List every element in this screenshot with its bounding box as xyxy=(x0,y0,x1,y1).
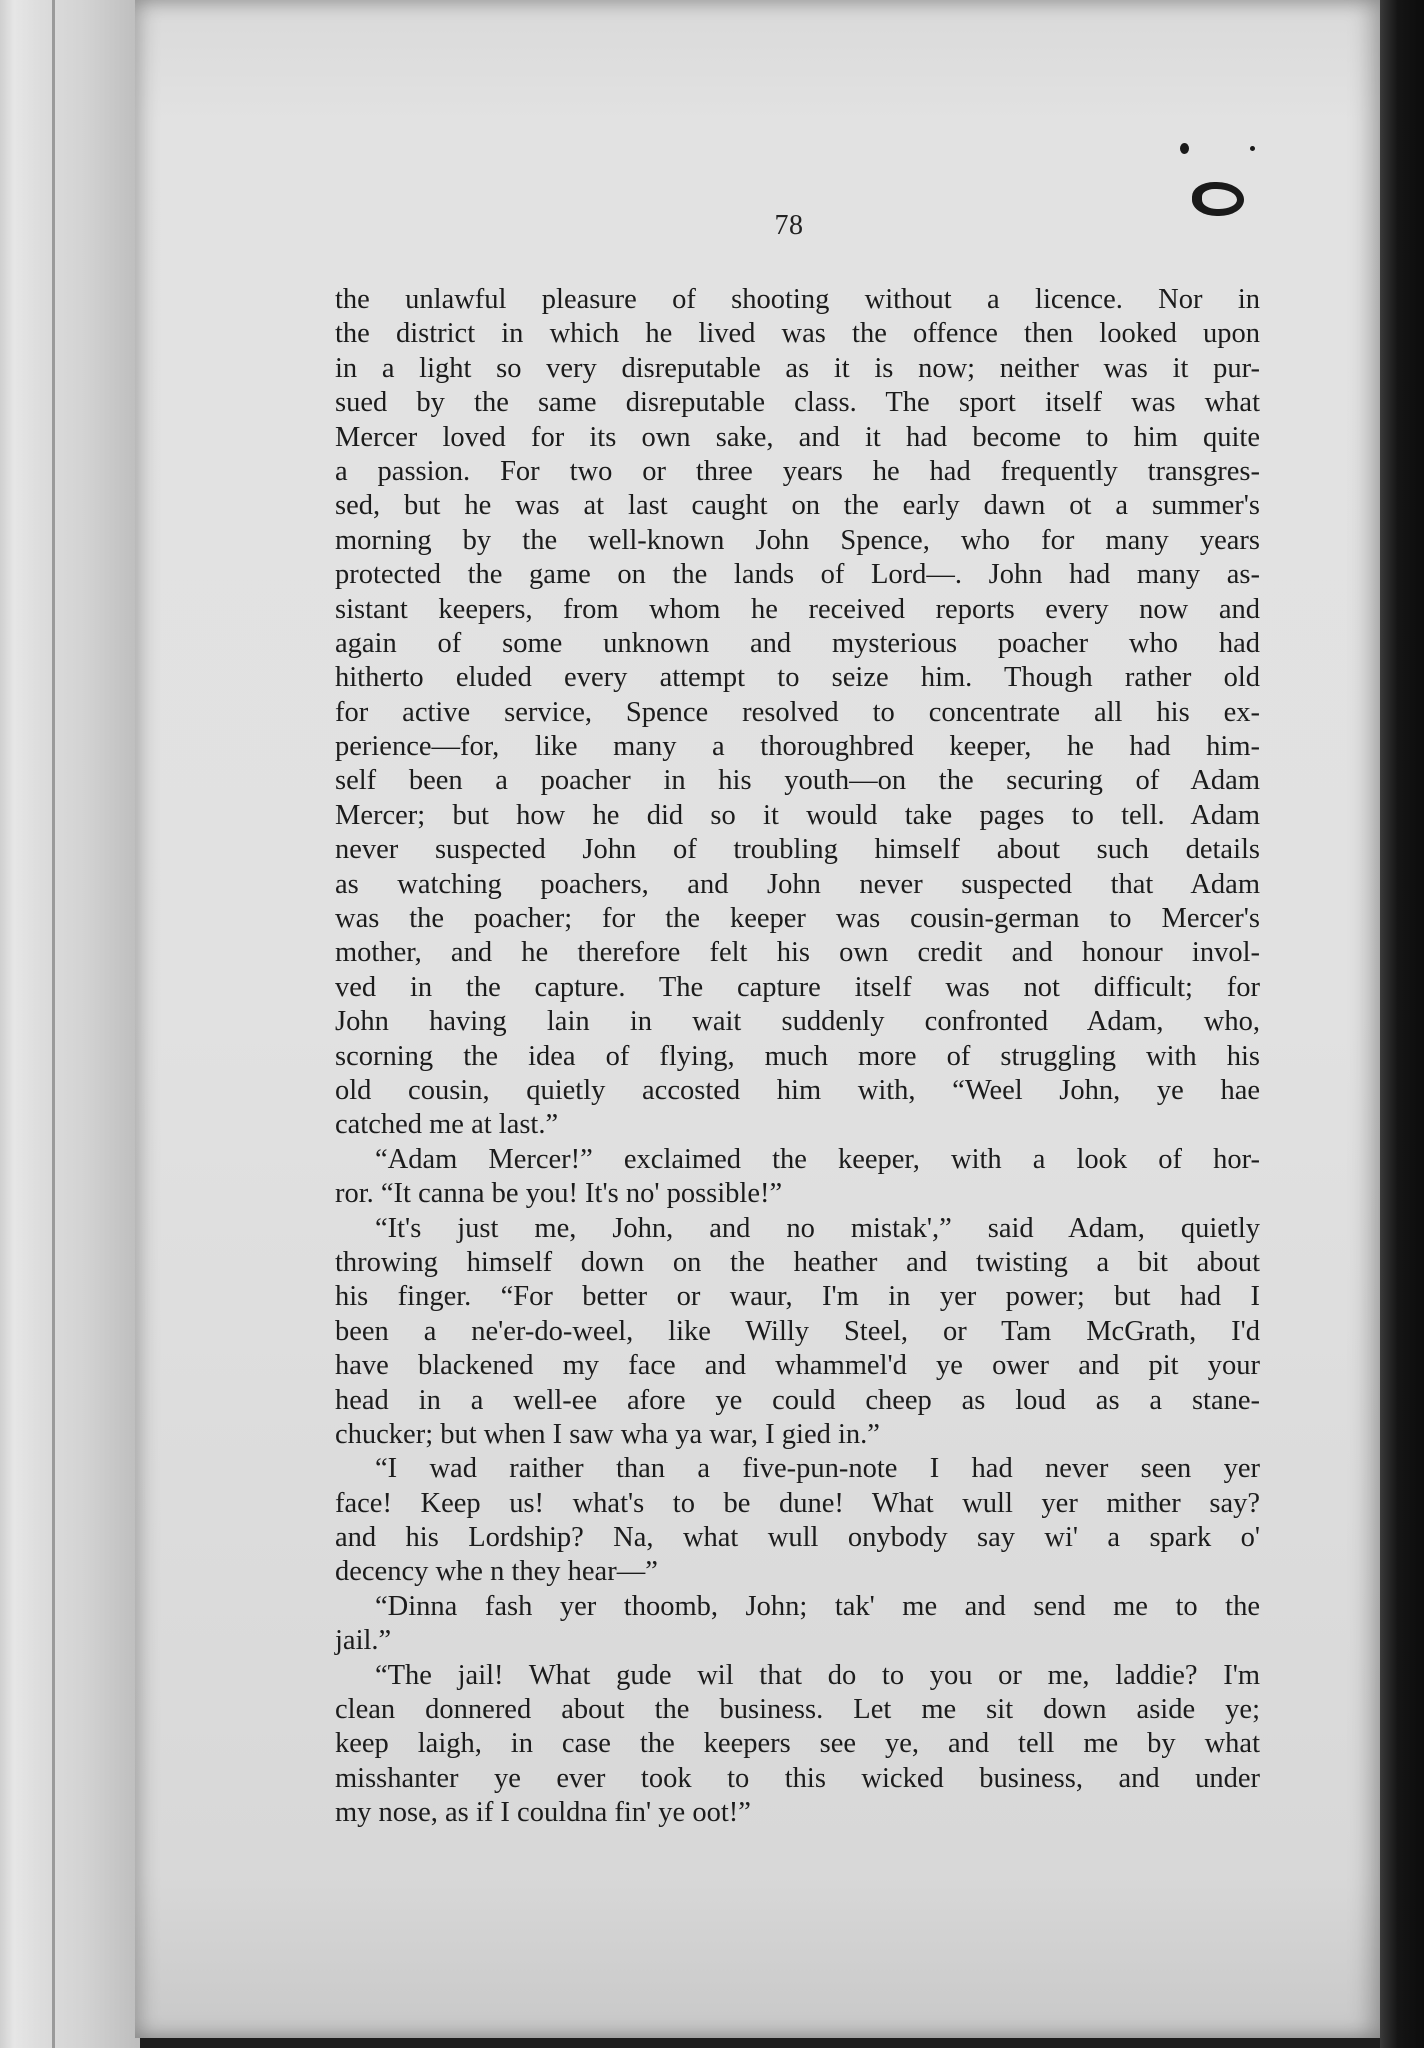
text-line: throwing himself down on the heather and twisting a bit about xyxy=(335,1246,1260,1278)
text-line: hitherto eluded every attempt to seize him. Though rather old xyxy=(335,662,1260,694)
text-line: was the poacher; for the keeper was cousin-german to Mercer's xyxy=(335,903,1260,935)
text-line: sued by the same disreputable class. The sport itself was what xyxy=(335,387,1260,419)
text-line: as watching poachers, and John never suspected that Adam xyxy=(335,868,1260,900)
text-line: “Dinna fash yer thoomb, John; tak' me and send me to the xyxy=(375,1590,1260,1622)
text-line: chucker; but when I saw wha ya war, I gied in.” xyxy=(335,1418,880,1450)
text-line: “Adam Mercer!” exclaimed the keeper, with a look of hor- xyxy=(375,1143,1260,1175)
body-text xyxy=(335,283,1260,1831)
text-line: keep laigh, in case the keepers see ye, and tell me by what xyxy=(335,1728,1260,1760)
text-line: sed, but he was at last caught on the early dawn ot a summer's xyxy=(335,490,1260,522)
ink-speck xyxy=(1250,146,1255,151)
text-line: decency whe n they hear—” xyxy=(335,1556,658,1588)
text-line: perience—for, like many a thoroughbred keeper, he had him- xyxy=(335,731,1260,763)
text-line: never suspected John of troubling himself about such details xyxy=(335,834,1260,866)
text-line: self been a poacher in his youth—on the securing of Adam xyxy=(335,765,1260,797)
text-line: been a ne'er-do-weel, like Willy Steel, or Tam McGrath, I'd xyxy=(335,1315,1260,1347)
text-line: “It's just me, John, and no mistak',” said Adam, quietly xyxy=(375,1212,1260,1244)
text-line: mother, and he therefore felt his own credit and honour invol- xyxy=(335,937,1260,969)
text-line: John having lain in wait suddenly confronted Adam, who, xyxy=(335,1006,1260,1038)
text-line: for active service, Spence resolved to concentrate all his ex- xyxy=(335,696,1260,728)
text-line: the district in which he lived was the offence then looked upon xyxy=(335,318,1260,350)
text-line: again of some unknown and mysterious poacher who had xyxy=(335,627,1260,659)
text-line: protected the game on the lands of Lord—. John had many as- xyxy=(335,559,1260,591)
text-line: misshanter ye ever took to this wicked business, and under xyxy=(335,1762,1260,1794)
text-line: scorning the idea of flying, much more of struggling with his xyxy=(335,1040,1260,1072)
text-line: catched me at last.” xyxy=(335,1109,559,1141)
ink-speck xyxy=(1180,143,1189,154)
text-line: Mercer; but how he did so it would take pages to tell. Adam xyxy=(335,799,1260,831)
page-number: 78 xyxy=(774,210,804,241)
text-line: clean donnered about the business. Let me sit down aside ye; xyxy=(335,1694,1260,1726)
text-line: ved in the capture. The capture itself was not difficult; for xyxy=(335,971,1260,1003)
text-line: a passion. For two or three years he had frequently transgres- xyxy=(335,455,1260,487)
text-line: old cousin, quietly accosted him with, “Weel John, ye hae xyxy=(335,1074,1260,1106)
text-line: his finger. “For better or waur, I'm in yer power; but had I xyxy=(335,1281,1260,1313)
text-line: face! Keep us! what's to be dune! What wull yer mither say? xyxy=(335,1487,1260,1519)
text-line: jail.” xyxy=(335,1625,392,1657)
text-line: sistant keepers, from whom he received reports every now and xyxy=(335,593,1260,625)
text-line: and his Lordship? Na, what wull onybody say wi' a spark o' xyxy=(335,1522,1260,1554)
text-line: have blackened my face and whammel'd ye ower and pit your xyxy=(335,1350,1260,1382)
text-line: the unlawful pleasure of shooting without a licence. Nor in xyxy=(335,284,1260,315)
text-line: head in a well-ee afore ye could cheep as loud as a stane- xyxy=(335,1384,1260,1416)
text-line: “The jail! What gude wil that do to you or me, laddie? I'm xyxy=(375,1659,1260,1691)
text-line: Mercer loved for its own sake, and it had become to him quite xyxy=(335,421,1260,453)
binding-edge-line xyxy=(52,0,55,2048)
text-line: ror. “It canna be you! It's no' possible!” xyxy=(335,1178,783,1210)
text-line: my nose, as if I couldna fin' ye oot!” xyxy=(335,1797,751,1829)
text-line: “I wad raither than a five-pun-note I had never seen yer xyxy=(375,1453,1260,1485)
facing-page-edge xyxy=(0,0,140,2048)
page-shadow-edge xyxy=(1380,0,1424,2048)
text-line: in a light so very disreputable as it is now; neither was it pur- xyxy=(335,352,1260,384)
text-line: morning by the well-known John Spence, who for many years xyxy=(335,524,1260,556)
